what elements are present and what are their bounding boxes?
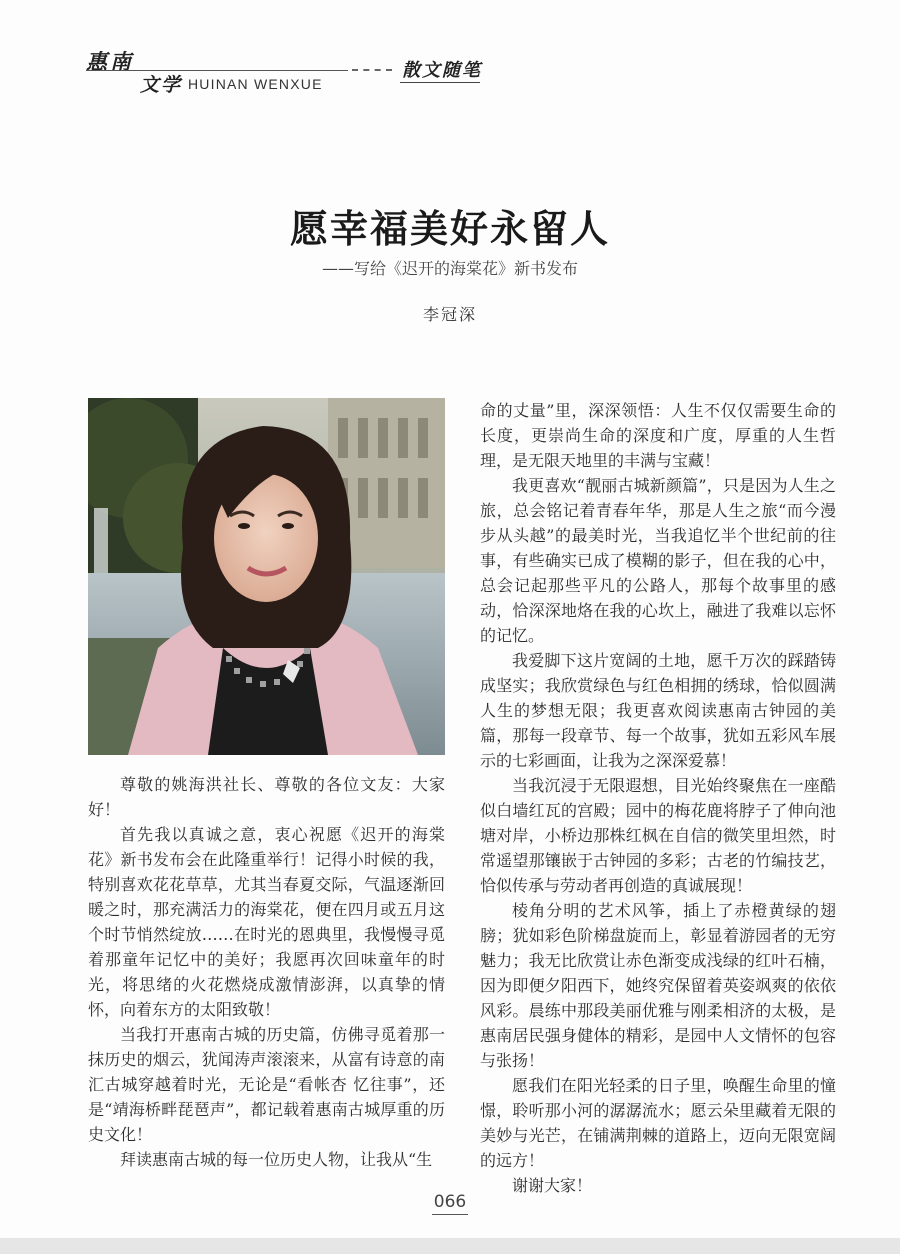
paragraph: 当我打开惠南古城的历史篇，仿佛寻觅着那一抹历史的烟云，犹闻涛声滚滚来，从富有诗意的南汇古城穿越着时光，无论是“看帐杏 忆往事”，还是“靖海桥畔琵琶声”，都记载着惠南古城厚重的历史文化！: [88, 1025, 445, 1144]
author-portrait-photo: [88, 398, 445, 755]
paragraph: 谢谢大家！: [512, 1176, 593, 1195]
article-author: 李冠深: [422, 305, 477, 324]
paragraph: 棱角分明的艺术风筝，插上了赤橙黄绿的翅膀；犹如彩色阶梯盘旋而上，彰显着游园者的无穷魅力；我无比欣赏让赤色渐变成浅绿的红叶石楠，因为即便夕阳西下，她终究保留着英姿飒爽的依依风彩。晨练中那段美丽优雅与刚柔相济的太极，是惠南居民强身健体的精彩，是园中人文情怀的包容与张扬！: [480, 901, 836, 1070]
paragraph: 当我沉浸于无限遐想，目光始终聚焦在一座酷似白墙红瓦的宫殿；园中的梅花鹿将脖子了伸向池塘对岸，小桥边那株红枫在自信的微笑里坦然，时常遥望那镶嵌于古钟园的多彩；古老的竹编技艺，恰似传承与劳动者再创造的真诚展现！: [480, 776, 836, 895]
paragraph: 首先我以真诚之意，衷心祝愿《迟开的海棠花》新书发布会在此隆重举行！记得小时候的我，特别喜欢花花草草，尤其当春夏交际，气温逐渐回暖之时，那充满活力的海棠花，便在四月或五月这个时节悄然绽放……在时光的恩典里，我慢慢寻觅着那童年记忆中的美好；我愿再次回味童年的时光，将思绪的火花燃烧成激情澎湃，以真挚的情怀，向着东方的太阳致敬！: [88, 825, 445, 1019]
article-body-right-column: [480, 398, 836, 1198]
page-number-underline: [432, 1214, 468, 1215]
magazine-brand-bottom: 文学: [140, 74, 183, 96]
paragraph: 我爱脚下这片宽阔的土地，愿千万次的踩踏铸成坚实；我欣赏绿色与红色相拥的绣球，恰似圆满人生的梦想无限；我更喜欢阅读惠南古钟园的美篇，那每一段章节、每一个故事，犹如五彩风车展示的七彩画面，让我为之深深爱慕！: [480, 651, 836, 770]
page-bottom-edge: [0, 1238, 900, 1254]
article-title: 愿幸福美好永留人: [289, 206, 610, 251]
paragraph: 尊敬的姚海洪社长、尊敬的各位文友：大家好！: [88, 775, 445, 819]
section-label: 散文随笔: [402, 60, 482, 81]
article-subtitle: ——写给《迟开的海棠花》新书发布: [321, 259, 578, 278]
magazine-brand-latin: HUINAN WENXUE: [188, 76, 323, 92]
paragraph-continued: 命的丈量”里，深深领悟：人生不仅仅需要生命的长度，更崇尚生命的深度和广度，厚重的人生哲理，是无限天地里的丰满与宝藏！: [480, 401, 836, 470]
header-dash-rule: [352, 69, 392, 71]
magazine-brand-top: 惠南: [86, 49, 134, 74]
paragraph: 愿我们在阳光轻柔的日子里，唤醒生命里的憧憬，聆听那小河的潺潺流水；愿云朵里藏着无限的美妙与光芒，在铺满荆棘的道路上，迈向无限宽阔的远方！: [480, 1076, 836, 1170]
article-body-left-column: [88, 772, 445, 1172]
paragraph: 拜读惠南古城的每一位历史人物，让我从“生: [120, 1150, 433, 1169]
paragraph: 我更喜欢“靓丽古城新颜篇”，只是因为人生之旅，总会铭记着青春年华，那是人生之旅“而今漫步从头越”的最美时光，当我追忆半个世纪前的往事，有些确实已成了模糊的影子，但在我的心中，总会记起那些平凡的公路人，那每个故事里的感动，恰深深地烙在我的心坎上，融进了我难以忘怀的记忆。: [480, 476, 836, 645]
header-rule: [86, 70, 348, 71]
page-number: 066: [433, 1192, 467, 1212]
section-underline: [400, 82, 480, 83]
